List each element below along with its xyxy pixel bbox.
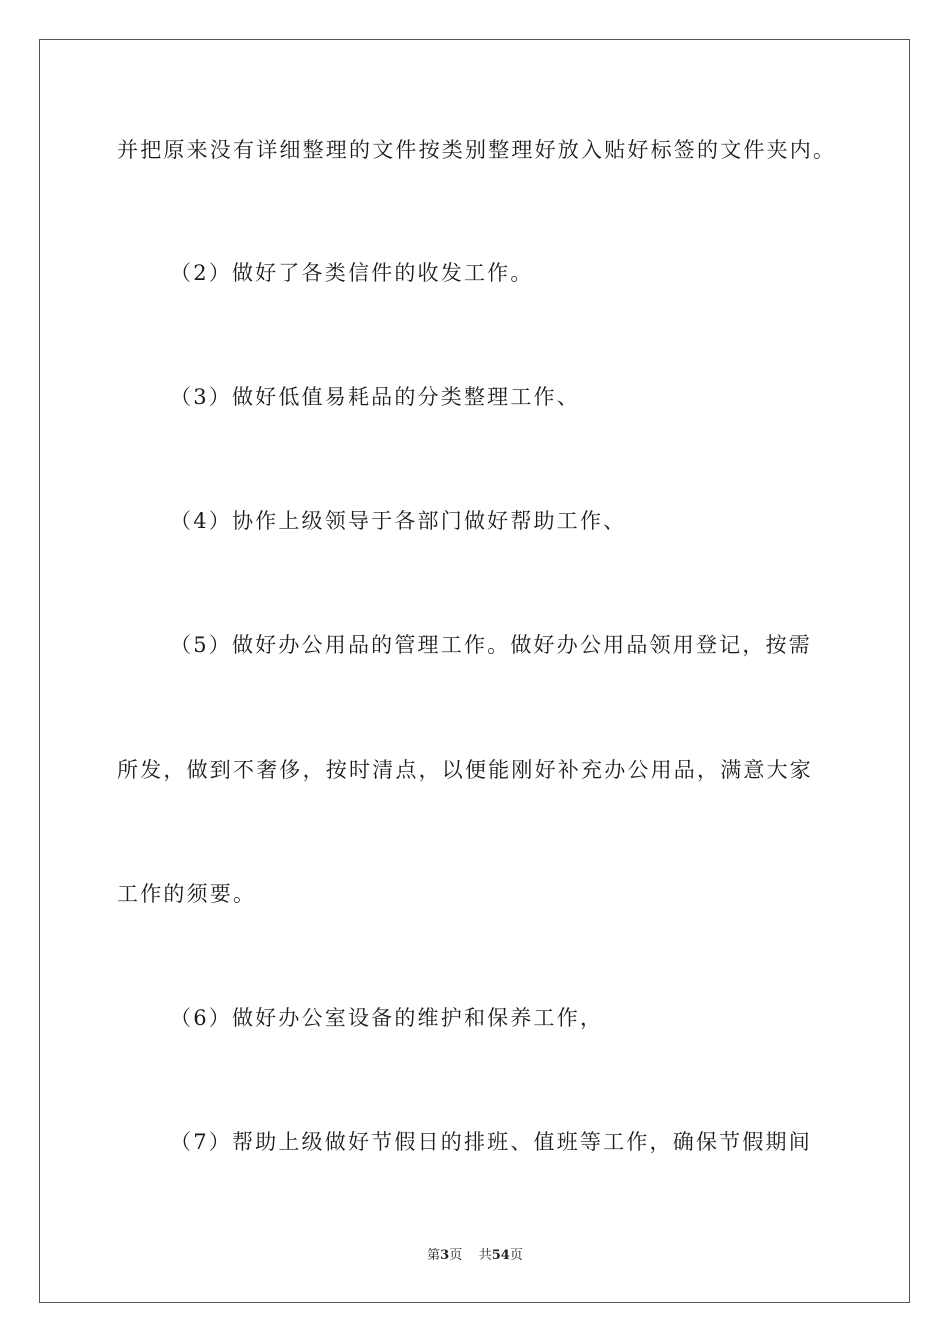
body-line-7: 工作的须要。 — [117, 882, 257, 906]
total-suffix: 页 — [509, 1248, 523, 1263]
page-prefix: 第 — [427, 1248, 441, 1263]
body-line-9: （7）帮助上级做好节假日的排班、值班等工作，确保节假期间 — [170, 1130, 812, 1154]
body-line-8: （6）做好办公室设备的维护和保养工作， — [170, 1006, 604, 1030]
body-line-5: （5）做好办公用品的管理工作。做好办公用品领用登记，按需 — [170, 633, 812, 657]
body-line-3: （3）做好低值易耗品的分类整理工作、 — [170, 385, 580, 409]
current-page-number: 3 — [440, 1248, 450, 1263]
total-pages-number: 54 — [491, 1248, 510, 1263]
body-line-1: 并把原来没有详细整理的文件按类别整理好放入贴好标签的文件夹内。 — [117, 138, 837, 162]
body-line-4: （4）协作上级领导于各部门做好帮助工作、 — [170, 509, 627, 533]
page-border — [39, 39, 910, 1303]
page-footer — [0, 1247, 950, 1265]
page-suffix: 页 — [449, 1248, 463, 1263]
total-prefix: 共 — [478, 1248, 492, 1263]
body-line-2: （2）做好了各类信件的收发工作。 — [170, 261, 534, 285]
body-line-6: 所发，做到不奢侈，按时清点，以便能刚好补充办公用品，满意大家 — [117, 758, 813, 782]
